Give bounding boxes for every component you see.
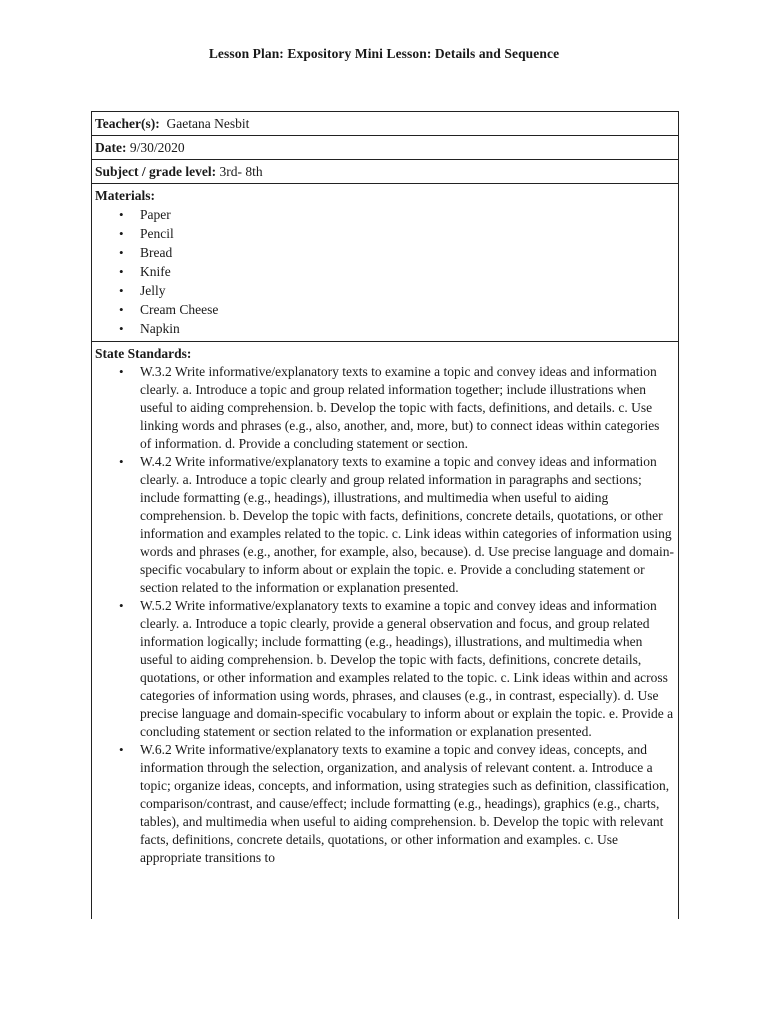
material-item: Jelly [140, 283, 166, 298]
bullet-icon: • [119, 454, 124, 469]
material-item: Paper [140, 207, 171, 222]
list-item [95, 597, 678, 741]
standards-list [95, 363, 678, 867]
standard-text: W.6.2 Write informative/explanatory texts to examine a topic and convey ideas, concepts, and information through the selection, organization, and analysis of relevant content. a. Introduce a topic; organize ideas, concepts, and information, using strategies such as definition, classification, comparison/contrast, and cause/effect; include formatting (e.g., headings), graphics (e.g., charts, tables), and multimedia when useful to aiding comprehension. b. Develop the topic with relevant facts, definitions, concrete details, quotations, or other information and examples. c. Use appropriate transitions to [140, 742, 670, 865]
materials-label: Materials: [95, 188, 155, 203]
bullet-icon: • [119, 226, 124, 241]
standard-text: W.3.2 Write informative/explanatory texts to examine a topic and convey ideas and information clearly. a. Introduce a topic and group related information together; include illustrations when useful to aiding comprehension. b. Develop the topic with facts, definitions, and details. c. Use linking words and phrases (e.g., also, another, and, more, but) to connect ideas within categories of information. d. Provide a concluding statement or section. [140, 364, 660, 451]
subject-label: Subject / grade level: [95, 164, 217, 179]
bullet-icon: • [119, 264, 124, 279]
list-item [95, 243, 678, 262]
list-item [95, 319, 678, 338]
material-item: Pencil [140, 226, 174, 241]
bullet-icon: • [119, 364, 124, 379]
material-item: Napkin [140, 321, 180, 336]
teacher-row [92, 112, 678, 136]
standard-text: W.4.2 Write informative/explanatory texts to examine a topic and convey ideas and information clearly. a. Introduce a topic clearly and group related information in paragraphs and sections; include formatting (e.g., headings), illustrations, and multimedia when useful to aiding comprehension. b. Develop the topic with facts, definitions, concrete details, quotations, or other information and examples related to the topic. c. Link ideas within categories of information using words and phrases (e.g., another, for example, also, because). d. Use precise language and domain-specific vocabulary to inform about or explain the topic. e. Provide a concluding statement or section related to the information or explanation presented. [140, 454, 675, 595]
material-item: Knife [140, 264, 171, 279]
bullet-icon: • [119, 302, 124, 317]
materials-row [92, 184, 678, 342]
list-item [95, 224, 678, 243]
list-item [95, 363, 678, 453]
materials-list [95, 205, 678, 338]
standard-text: W.5.2 Write informative/explanatory texts to examine a topic and convey ideas and information clearly. a. Introduce a topic clearly, provide a general observation and focus, and group related information logically; include formatting (e.g., headings), illustrations, and multimedia when useful to aiding comprehension. b. Develop the topic with facts, definitions, concrete details, quotations, or other information and examples related to the topic. c. Link ideas within and across categories of information using words, phrases, and clauses (e.g., in contrast, especially). d. Use precise language and domain-specific vocabulary to inform about or explain the topic. e. Provide a concluding statement or section related to the information or explanation presented. [140, 598, 674, 739]
list-item [95, 281, 678, 300]
list-item [95, 262, 678, 281]
bullet-icon: • [119, 321, 124, 336]
date-value: 9/30/2020 [129, 140, 185, 155]
list-item [95, 300, 678, 319]
bullet-icon: • [119, 207, 124, 222]
standards-label: State Standards: [95, 346, 192, 361]
date-row [92, 136, 678, 160]
bullet-icon: • [119, 598, 124, 613]
list-item [95, 205, 678, 224]
bullet-icon: • [119, 245, 124, 260]
date-label: Date: [95, 140, 127, 155]
page-title: Lesson Plan: Expository Mini Lesson: Details and Sequence [208, 46, 560, 61]
standards-row [92, 342, 678, 867]
material-item: Bread [140, 245, 173, 260]
bullet-icon: • [119, 283, 124, 298]
list-item [95, 453, 678, 597]
teacher-label: Teacher(s): [95, 116, 160, 131]
subject-row [92, 160, 678, 184]
teacher-value: Gaetana Nesbit [166, 116, 250, 131]
lesson-plan-table [91, 111, 679, 919]
subject-value: 3rd- 8th [219, 164, 263, 179]
list-item [95, 741, 678, 867]
material-item: Cream Cheese [140, 302, 219, 317]
bullet-icon: • [119, 742, 124, 757]
